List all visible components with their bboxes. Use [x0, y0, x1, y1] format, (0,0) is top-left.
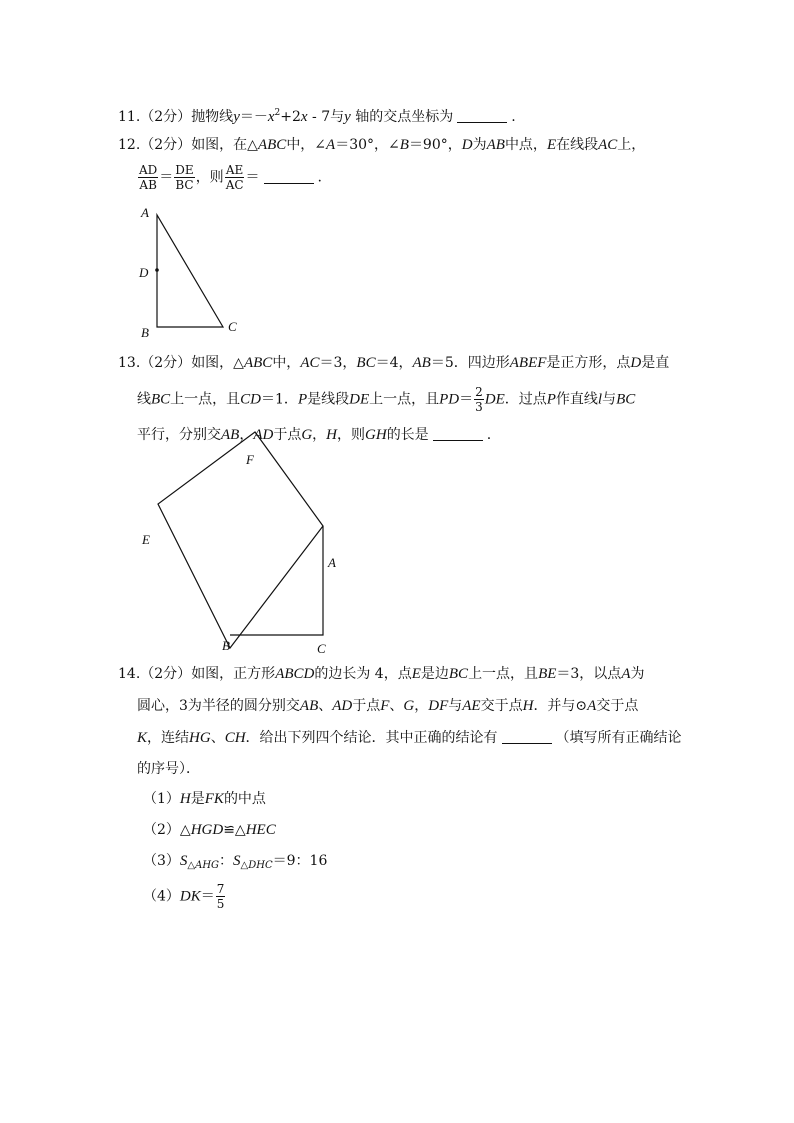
q11-var: x — [267, 109, 275, 125]
q14-text: 是边 — [420, 666, 449, 682]
q14-text: ＝ — [200, 888, 215, 905]
fraction — [474, 385, 484, 414]
q13-text: 作直线 — [555, 391, 598, 408]
q14-text: 为 — [630, 666, 645, 682]
conclusion-number: （3） — [143, 853, 180, 869]
q12-text: 中，∠ — [286, 137, 327, 153]
fraction — [225, 163, 245, 192]
q13-var: D — [630, 355, 642, 371]
q13-var: ABC — [243, 355, 273, 371]
q11-text: 轴的交点坐标为 — [350, 109, 454, 125]
label-b: B — [222, 638, 230, 653]
question-12-line-1 — [118, 135, 645, 155]
q14-text: 圆心，3为半径的圆分别交 — [137, 698, 300, 714]
q11-var: y — [233, 109, 240, 125]
q14-text: △ — [179, 822, 191, 838]
q12-triangle-figure — [130, 200, 250, 340]
q12-text: 在线段 — [556, 137, 599, 153]
q11-text: +2 — [280, 109, 301, 125]
q13-var: AB — [221, 427, 240, 443]
fraction-numerator: AD — [139, 163, 158, 177]
answer-blank[interactable] — [457, 110, 507, 123]
q13-text: 上一点，且 — [369, 391, 440, 408]
q13-text: ＝5．四边形 — [430, 355, 510, 371]
fraction — [174, 163, 194, 192]
q12-text: ＝90°， — [408, 137, 462, 153]
q13-text: 上一点，且 — [170, 391, 241, 408]
q13-text: ．过点 — [504, 391, 547, 408]
q12-text: ＝30°，∠ — [335, 137, 400, 153]
q13-var: l — [597, 391, 603, 408]
q11-var: y — [344, 109, 351, 125]
q14-var: H — [522, 698, 534, 714]
q12-var: ABC — [257, 137, 287, 153]
conclusion-number: （2） — [143, 822, 180, 838]
q13-var: AD — [253, 427, 274, 443]
q12-text: 中点， — [504, 137, 547, 153]
conclusion-4 — [143, 882, 226, 911]
conclusion-2 — [143, 820, 276, 840]
q14-text: 的序号）． — [137, 761, 200, 777]
q12-var: A — [326, 137, 336, 153]
label-f: F — [246, 452, 254, 467]
q13-square-figure — [130, 450, 360, 660]
q14-var: HG — [189, 730, 211, 746]
q13-text: 与 — [602, 391, 617, 408]
q12-score: （2分） — [140, 137, 192, 153]
q13-var: H — [326, 427, 338, 443]
conclusion-number: （1） — [143, 791, 180, 807]
q13-text: ＝1． — [261, 391, 298, 408]
q14-text: 、 — [210, 730, 225, 746]
q13-var: AC — [300, 355, 320, 371]
q13-text: 的长是 — [386, 427, 429, 443]
q14-text: ＝3，以点 — [556, 666, 622, 682]
q13-var: BC — [151, 391, 171, 408]
q14-text: ＝9：16 — [272, 853, 328, 869]
q14-text: ， — [414, 698, 429, 714]
question-12-line-2 — [137, 163, 322, 192]
q12-end: . — [317, 169, 322, 186]
q13-end: . — [486, 427, 492, 443]
q13-text: 线 — [137, 391, 151, 408]
label-b: B — [141, 325, 149, 340]
q14-var: E — [411, 666, 421, 682]
q14-text: 是 — [190, 791, 205, 807]
q13-text: 平行，分别交 — [137, 427, 221, 443]
point-d — [155, 268, 159, 272]
q14-text: ： — [219, 853, 234, 869]
q14-var: HEC — [245, 822, 276, 838]
fraction-denominator: 3 — [475, 400, 483, 414]
question-14-line-1 — [118, 664, 644, 684]
q12-text: ＝ — [159, 169, 174, 186]
question-14-line-4 — [137, 759, 200, 779]
question-13-line-3 — [137, 425, 491, 445]
q13-var: BC — [616, 391, 636, 408]
label-d: D — [139, 265, 149, 280]
q14-score: （2分） — [140, 666, 192, 682]
q13-text: 是直 — [641, 355, 670, 371]
q12-var: AC — [598, 137, 618, 153]
q12-text: 如图，在△ — [191, 137, 258, 153]
q12-text: 上， — [617, 137, 646, 153]
q12-var: E — [546, 137, 557, 153]
q14-var: AB — [299, 698, 319, 714]
answer-blank[interactable] — [502, 731, 552, 744]
fraction-denominator: BC — [175, 178, 194, 192]
q13-var: CD — [240, 391, 262, 408]
triangle-abc — [157, 215, 223, 327]
q14-var: G — [403, 698, 415, 714]
q14-text: 上一点，且 — [468, 666, 539, 682]
q14-number: 14. — [118, 666, 141, 682]
answer-blank[interactable] — [264, 171, 314, 184]
q14-text: 、 — [318, 698, 333, 714]
q13-text: 是线段 — [307, 391, 350, 408]
q14-var: F — [380, 698, 390, 714]
q14-text: 交于点 — [596, 698, 639, 714]
q12-number: 12. — [118, 137, 141, 153]
conclusion-1 — [143, 789, 266, 809]
q13-text: ＝3， — [319, 355, 357, 371]
question-13-line-2 — [137, 385, 635, 414]
q14-var: DF — [428, 698, 449, 714]
label-c: C — [317, 641, 326, 656]
q14-subscript: △AHG — [187, 860, 220, 871]
q14-var: AE — [462, 698, 481, 714]
q14-text: 、 — [389, 698, 404, 714]
answer-blank[interactable] — [433, 428, 483, 441]
q13-text: ， — [239, 427, 254, 443]
q14-text: 交于点 — [480, 698, 523, 714]
q14-text: 的边长为 4，点 — [314, 666, 412, 682]
q12-var: D — [461, 137, 473, 153]
q11-var: x — [300, 109, 308, 125]
q14-text: 的中点 — [223, 791, 266, 807]
question-13-line-1 — [118, 353, 669, 373]
triangle-abc-sides — [230, 526, 323, 635]
label-e: E — [142, 532, 150, 547]
q13-var: P — [297, 391, 308, 408]
q13-text: 是正方形，点 — [546, 355, 631, 371]
q14-var: S — [233, 853, 241, 869]
q14-var: AD — [332, 698, 353, 714]
fraction-numerator: AE — [225, 163, 244, 177]
q13-score: （2分） — [140, 355, 192, 371]
label-a: A — [328, 555, 336, 570]
label-a: A — [141, 205, 149, 220]
fraction-denominator: AB — [139, 178, 157, 192]
q11-exponent: 2 — [274, 108, 281, 118]
q11-text: 抛物线 — [191, 109, 234, 125]
conclusion-number: （4） — [143, 888, 180, 905]
q12-text: ，则 — [195, 169, 224, 186]
q13-text: 于点 — [273, 427, 302, 443]
fraction-numerator: DE — [175, 163, 194, 177]
fraction — [216, 882, 226, 911]
fraction-numerator: 7 — [216, 882, 225, 896]
q14-text: ，连结 — [147, 730, 190, 746]
q14-var: CH — [224, 730, 246, 746]
q14-var: S — [179, 853, 188, 869]
q13-var: PD — [439, 391, 460, 408]
q13-number: 13. — [118, 355, 141, 371]
q13-text: ＝4， — [375, 355, 413, 371]
q14-var: DK — [179, 888, 201, 905]
q14-text: ．给出下列四个结论．其中正确的结论有 — [245, 730, 498, 746]
conclusion-3 — [143, 851, 327, 876]
q13-var: AB — [412, 355, 431, 371]
q14-text: （填写所有正确结论 — [555, 730, 682, 746]
q13-var: ABEF — [509, 355, 547, 371]
q14-text: ．并与⊙ — [533, 698, 588, 714]
q13-var: GH — [365, 427, 387, 443]
q14-var: HGD — [190, 822, 224, 838]
q14-var: A — [621, 666, 631, 682]
q14-var: K — [137, 730, 148, 746]
question-14-line-2 — [137, 696, 638, 716]
q14-var: BE — [538, 666, 557, 682]
q14-text: ≌△ — [223, 822, 246, 838]
q13-var: G — [301, 427, 313, 443]
fraction — [138, 163, 158, 192]
fraction-numerator: 2 — [475, 385, 483, 399]
q11-text: - 7与 — [307, 109, 345, 125]
q11-score: （2分） — [140, 109, 192, 125]
q13-var: DE — [484, 391, 505, 408]
q13-text: 如图，△ — [191, 355, 244, 371]
q13-var: BC — [356, 355, 376, 371]
q13-var: DE — [349, 391, 370, 408]
label-c: C — [228, 319, 237, 334]
q12-var: AB — [486, 137, 505, 153]
q12-var: B — [399, 137, 409, 153]
q14-var: ABCD — [275, 666, 315, 682]
q14-text: 如图，正方形 — [191, 666, 276, 682]
square-abef — [158, 432, 323, 648]
q14-var: FK — [204, 791, 224, 807]
q11-text: ＝－ — [239, 109, 268, 125]
fraction-denominator: AC — [225, 178, 244, 192]
q14-var: BC — [448, 666, 469, 682]
q14-var: A — [587, 698, 597, 714]
q14-var: H — [179, 791, 191, 807]
fraction-denominator: 5 — [216, 897, 225, 911]
q13-text: ，则 — [337, 427, 366, 443]
question-11 — [118, 103, 516, 127]
q13-text: 中， — [272, 355, 301, 371]
q12-text: 为 — [472, 137, 487, 153]
q13-var: P — [546, 391, 556, 408]
question-14-line-3 — [137, 728, 682, 748]
q11-number: 11. — [118, 109, 141, 125]
q12-text: ＝ — [245, 169, 260, 186]
q13-text: ， — [312, 427, 327, 443]
q14-text: 于点 — [352, 698, 381, 714]
q11-end: . — [511, 109, 516, 125]
q13-text: ＝ — [459, 391, 474, 408]
q14-subscript: △DHC — [240, 860, 273, 871]
q14-text: 与 — [448, 698, 463, 714]
